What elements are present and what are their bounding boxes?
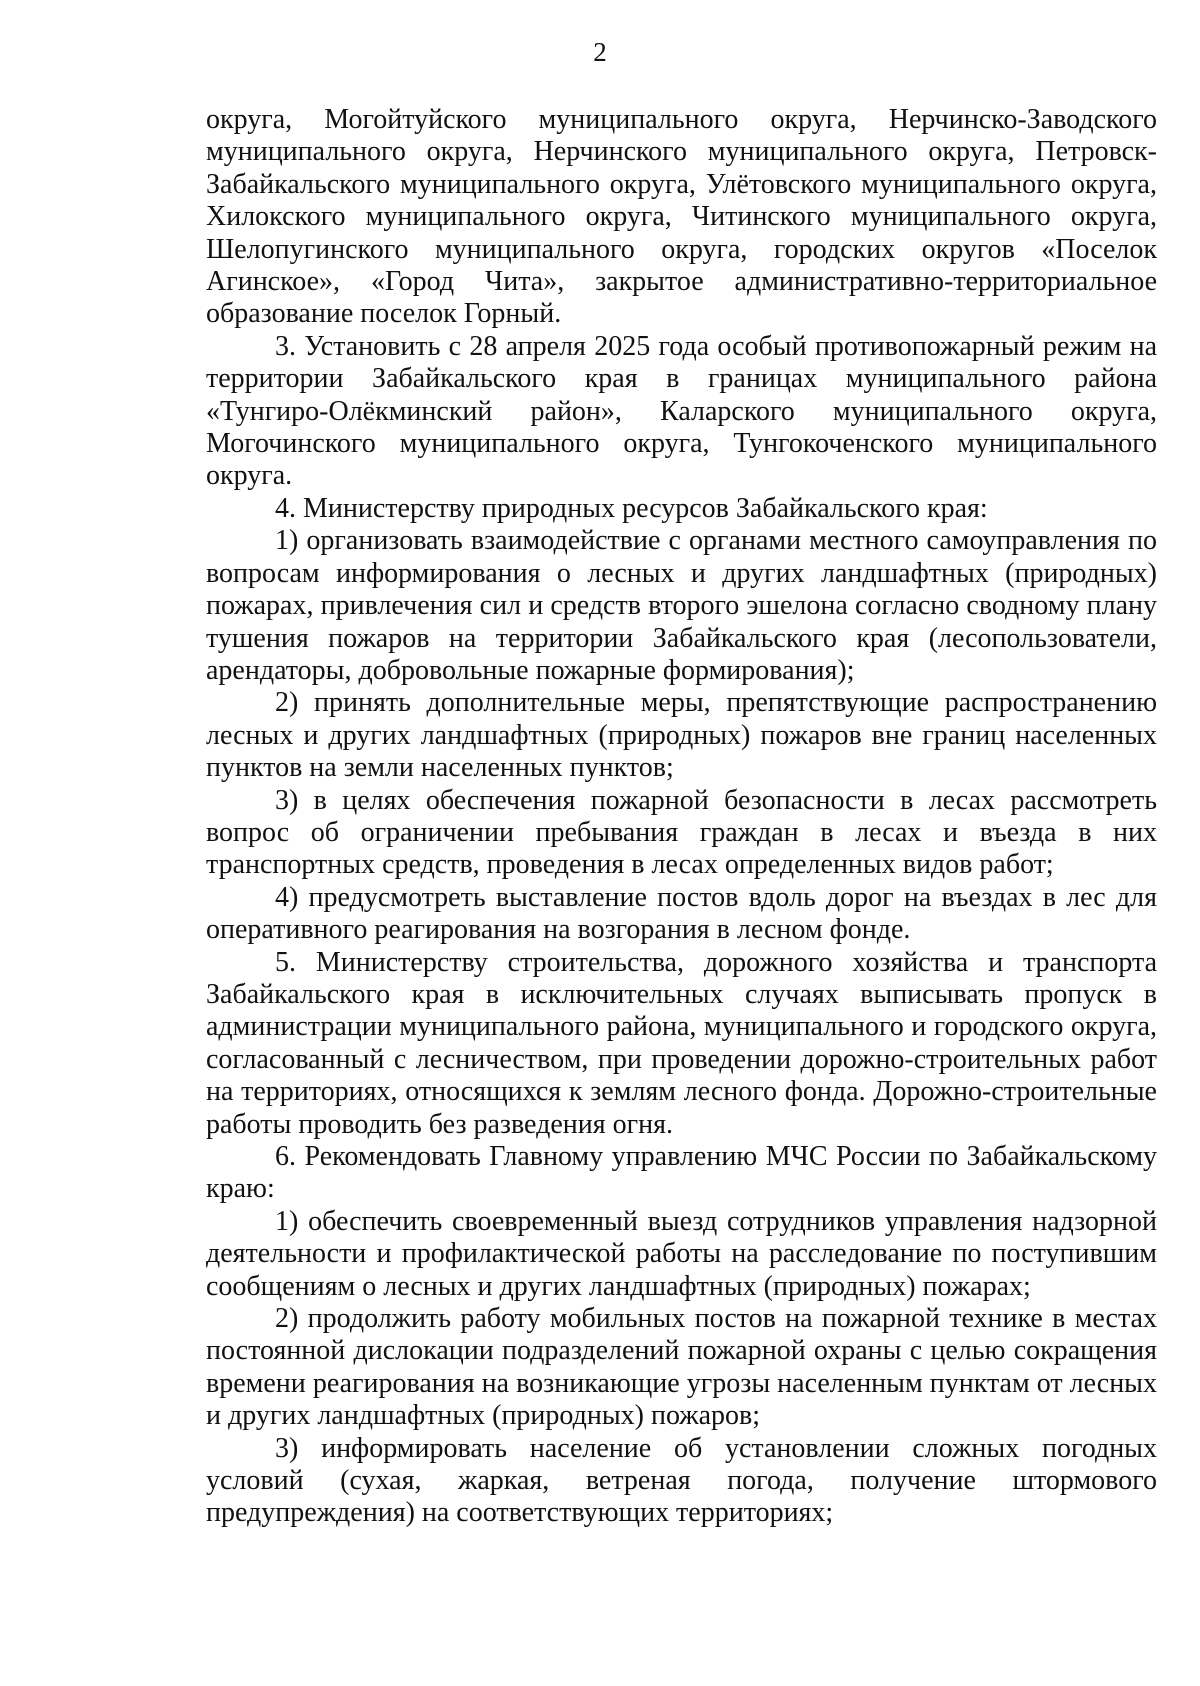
paragraph-item-6: 6. Рекомендовать Главному управлению МЧС России по Забайкальскому краю:: [206, 1141, 1157, 1205]
paragraph-item-4-4: 4) предусмотреть выставление постов вдоль дорог на въездах в лес для оперативного реагирования на возгорания в лесном фонде.: [206, 881, 1157, 946]
paragraph-item-6-2: 2) продолжить работу мобильных постов на пожарной технике в местах постоянной дислокации подразделений пожарной охраны с целью сокращения времени реагирования на возникающие угрозы населенным пунктам от лесных и других ландшафтных (природных) пожаров;: [206, 1303, 1157, 1432]
page-number: 2: [593, 37, 607, 67]
paragraph-item-4: 4. Министерству природных ресурсов Забайкальского края:: [275, 492, 988, 524]
paragraph-item-5: 5. Министерству строительства, дорожного хозяйства и транспорта Забайкальского края в исключительных случаях выписывать пропуск в администрации муниципального района, муниципального и городского округа, согласованный с лесничеством, при проведении дорожно-строительных работ на территориях, относящихся к землям лесного фонда. Дорожно-строительные работы проводить без разведения огня.: [206, 946, 1157, 1140]
paragraph-continuation: округа, Могойтуйского муниципального округа, Нерчинско-Заводского муниципального округа, Нерчинского муниципального округа, Петровск-Забайкальского муниципального округа, Улётовского муниципального округа, Хилокского муниципального округа, Читинского муниципального округа, Шелопугинского муниципального округа, городских округов «Поселок Агинское», «Город Чита», закрытое административно-территориальное образование поселок Горный.: [206, 104, 1157, 330]
paragraph-item-4-1: 1) организовать взаимодействие с органами местного самоуправления по вопросам информирования о лесных и других ландшафтных (природных) пожарах, привлечения сил и средств второго эшелона согласно сводному плану тушения пожаров на территории Забайкальского края (лесопользователи, арендаторы, добровольные пожарные формирования);: [206, 525, 1157, 686]
paragraph-item-3: 3. Установить с 28 апреля 2025 года особый противопожарный режим на территории Забайкальского края в границах муниципального района «Тунгиро-Олёкминский район», Каларского муниципального округа, Могочинского муниципального округа, Тунгокоченского муниципального округа.: [206, 330, 1157, 492]
paragraph-item-4-2: 2) принять дополнительные меры, препятствующие распространению лесных и других ландшафтных (природных) пожаров вне границ населенных пунктов на земли населенных пунктов;: [206, 687, 1157, 784]
paragraph-item-4-3: 3) в целях обеспечения пожарной безопасности в лесах рассмотреть вопрос об ограничении пребывания граждан в лесах и въезда в них транспортных средств, проведения в лесах определенных видов работ;: [206, 784, 1157, 881]
paragraph-item-6-1: 1) обеспечить своевременный выезд сотрудников управления надзорной деятельности и профилактической работы на расследование по поступившим сообщениям о лесных и других ландшафтных (природных) пожарах;: [206, 1205, 1157, 1302]
document-body: [206, 104, 1157, 1530]
paragraph-item-6-3: 3) информировать население об установлении сложных погодных условий (сухая, жаркая, ветреная погода, получение штормового предупреждения) на соответствующих территориях;: [206, 1432, 1157, 1529]
